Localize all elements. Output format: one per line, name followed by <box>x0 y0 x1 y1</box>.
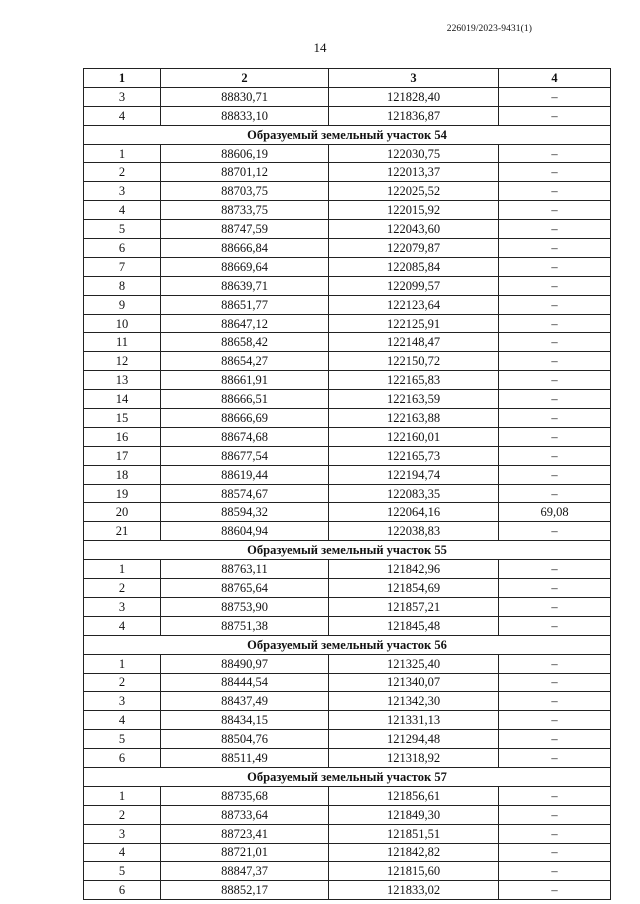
column-header: 2 <box>161 69 329 88</box>
error-cell: – <box>499 87 611 106</box>
y-coordinate-cell: 121318,92 <box>329 749 499 768</box>
table-row <box>84 692 611 711</box>
y-coordinate-cell: 122163,88 <box>329 409 499 428</box>
point-number-cell: 11 <box>84 333 161 352</box>
y-coordinate-cell: 121842,96 <box>329 560 499 579</box>
x-coordinate-cell: 88751,38 <box>161 616 329 635</box>
table-row <box>84 314 611 333</box>
section-title: Образуемый земельный участок 56 <box>84 635 611 654</box>
table-row <box>84 239 611 258</box>
point-number-cell: 2 <box>84 579 161 598</box>
page-number: 14 <box>313 40 327 55</box>
section-title: Образуемый земельный участок 54 <box>84 125 611 144</box>
table-row <box>84 503 611 522</box>
table-row <box>84 371 611 390</box>
x-coordinate-cell: 88666,69 <box>161 409 329 428</box>
point-number-cell: 12 <box>84 352 161 371</box>
y-coordinate-cell: 122165,73 <box>329 446 499 465</box>
point-number-cell: 7 <box>84 257 161 276</box>
x-coordinate-cell: 88733,64 <box>161 805 329 824</box>
error-cell: – <box>499 276 611 295</box>
point-number-cell: 9 <box>84 295 161 314</box>
y-coordinate-cell: 121833,02 <box>329 881 499 900</box>
section-title-row <box>84 541 611 560</box>
x-coordinate-cell: 88594,32 <box>161 503 329 522</box>
point-number-cell: 1 <box>84 654 161 673</box>
table-row <box>84 749 611 768</box>
point-number-cell: 4 <box>84 616 161 635</box>
table-header-row <box>84 69 611 88</box>
point-number-cell: 1 <box>84 144 161 163</box>
point-number-cell: 3 <box>84 692 161 711</box>
y-coordinate-cell: 121340,07 <box>329 673 499 692</box>
x-coordinate-cell: 88490,97 <box>161 654 329 673</box>
table-row <box>84 144 611 163</box>
x-coordinate-cell: 88606,19 <box>161 144 329 163</box>
y-coordinate-cell: 121849,30 <box>329 805 499 824</box>
point-number-cell: 3 <box>84 597 161 616</box>
table-row <box>84 427 611 446</box>
x-coordinate-cell: 88735,68 <box>161 786 329 805</box>
x-coordinate-cell: 88733,75 <box>161 201 329 220</box>
table-row <box>84 597 611 616</box>
table-row <box>84 786 611 805</box>
x-coordinate-cell: 88830,71 <box>161 87 329 106</box>
x-coordinate-cell: 88437,49 <box>161 692 329 711</box>
error-cell: – <box>499 881 611 900</box>
table-row <box>84 276 611 295</box>
coordinates-table-body <box>84 69 611 900</box>
point-number-cell: 5 <box>84 730 161 749</box>
y-coordinate-cell: 121815,60 <box>329 862 499 881</box>
table-row <box>84 295 611 314</box>
point-number-cell: 2 <box>84 163 161 182</box>
error-cell: – <box>499 862 611 881</box>
x-coordinate-cell: 88852,17 <box>161 881 329 900</box>
error-cell: – <box>499 484 611 503</box>
x-coordinate-cell: 88666,84 <box>161 239 329 258</box>
y-coordinate-cell: 122079,87 <box>329 239 499 258</box>
error-cell: – <box>499 824 611 843</box>
error-cell: – <box>499 673 611 692</box>
error-cell: – <box>499 314 611 333</box>
point-number-cell: 4 <box>84 106 161 125</box>
table-row <box>84 182 611 201</box>
table-row <box>84 220 611 239</box>
point-number-cell: 14 <box>84 390 161 409</box>
error-cell: – <box>499 390 611 409</box>
x-coordinate-cell: 88703,75 <box>161 182 329 201</box>
table-row <box>84 163 611 182</box>
error-cell: – <box>499 201 611 220</box>
y-coordinate-cell: 121854,69 <box>329 579 499 598</box>
point-number-cell: 18 <box>84 465 161 484</box>
x-coordinate-cell: 88721,01 <box>161 843 329 862</box>
y-coordinate-cell: 122025,52 <box>329 182 499 201</box>
point-number-cell: 5 <box>84 220 161 239</box>
table-row <box>84 881 611 900</box>
y-coordinate-cell: 122099,57 <box>329 276 499 295</box>
table-row <box>84 257 611 276</box>
table-row <box>84 390 611 409</box>
point-number-cell: 3 <box>84 824 161 843</box>
point-number-cell: 15 <box>84 409 161 428</box>
error-cell: 69,08 <box>499 503 611 522</box>
table-row <box>84 654 611 673</box>
point-number-cell: 13 <box>84 371 161 390</box>
x-coordinate-cell: 88434,15 <box>161 711 329 730</box>
table-row <box>84 446 611 465</box>
point-number-cell: 6 <box>84 881 161 900</box>
table-row <box>84 522 611 541</box>
point-number-cell: 6 <box>84 239 161 258</box>
error-cell: – <box>499 749 611 768</box>
y-coordinate-cell: 121857,21 <box>329 597 499 616</box>
section-title: Образуемый земельный участок 57 <box>84 767 611 786</box>
error-cell: – <box>499 616 611 635</box>
y-coordinate-cell: 122148,47 <box>329 333 499 352</box>
y-coordinate-cell: 121294,48 <box>329 730 499 749</box>
x-coordinate-cell: 88574,67 <box>161 484 329 503</box>
point-number-cell: 5 <box>84 862 161 881</box>
error-cell: – <box>499 579 611 598</box>
y-coordinate-cell: 122125,91 <box>329 314 499 333</box>
x-coordinate-cell: 88763,11 <box>161 560 329 579</box>
point-number-cell: 3 <box>84 87 161 106</box>
y-coordinate-cell: 121836,87 <box>329 106 499 125</box>
error-cell: – <box>499 144 611 163</box>
y-coordinate-cell: 122194,74 <box>329 465 499 484</box>
column-header: 1 <box>84 69 161 88</box>
error-cell: – <box>499 220 611 239</box>
x-coordinate-cell: 88619,44 <box>161 465 329 484</box>
error-cell: – <box>499 805 611 824</box>
x-coordinate-cell: 88647,12 <box>161 314 329 333</box>
y-coordinate-cell: 121331,13 <box>329 711 499 730</box>
table-row <box>84 616 611 635</box>
section-title-row <box>84 635 611 654</box>
table-row <box>84 87 611 106</box>
error-cell: – <box>499 427 611 446</box>
y-coordinate-cell: 122015,92 <box>329 201 499 220</box>
error-cell: – <box>499 106 611 125</box>
x-coordinate-cell: 88658,42 <box>161 333 329 352</box>
error-cell: – <box>499 465 611 484</box>
section-title-row <box>84 125 611 144</box>
x-coordinate-cell: 88669,64 <box>161 257 329 276</box>
x-coordinate-cell: 88661,91 <box>161 371 329 390</box>
error-cell: – <box>499 409 611 428</box>
error-cell: – <box>499 843 611 862</box>
y-coordinate-cell: 122160,01 <box>329 427 499 446</box>
point-number-cell: 4 <box>84 711 161 730</box>
error-cell: – <box>499 163 611 182</box>
error-cell: – <box>499 522 611 541</box>
table-row <box>84 730 611 749</box>
y-coordinate-cell: 122038,83 <box>329 522 499 541</box>
x-coordinate-cell: 88753,90 <box>161 597 329 616</box>
document-id: 226019/2023-9431(1) <box>446 24 532 34</box>
error-cell: – <box>499 597 611 616</box>
point-number-cell: 10 <box>84 314 161 333</box>
section-title-row <box>84 767 611 786</box>
y-coordinate-cell: 121851,51 <box>329 824 499 843</box>
point-number-cell: 2 <box>84 805 161 824</box>
x-coordinate-cell: 88654,27 <box>161 352 329 371</box>
section-title: Образуемый земельный участок 55 <box>84 541 611 560</box>
y-coordinate-cell: 121828,40 <box>329 87 499 106</box>
point-number-cell: 1 <box>84 560 161 579</box>
table-row <box>84 465 611 484</box>
error-cell: – <box>499 786 611 805</box>
error-cell: – <box>499 239 611 258</box>
coordinates-table <box>83 68 611 900</box>
x-coordinate-cell: 88639,71 <box>161 276 329 295</box>
x-coordinate-cell: 88765,64 <box>161 579 329 598</box>
table-row <box>84 673 611 692</box>
y-coordinate-cell: 121856,61 <box>329 786 499 805</box>
y-coordinate-cell: 121842,82 <box>329 843 499 862</box>
y-coordinate-cell: 122030,75 <box>329 144 499 163</box>
point-number-cell: 2 <box>84 673 161 692</box>
table-row <box>84 409 611 428</box>
error-cell: – <box>499 446 611 465</box>
x-coordinate-cell: 88674,68 <box>161 427 329 446</box>
x-coordinate-cell: 88604,94 <box>161 522 329 541</box>
y-coordinate-cell: 122083,35 <box>329 484 499 503</box>
column-header: 4 <box>499 69 611 88</box>
x-coordinate-cell: 88651,77 <box>161 295 329 314</box>
y-coordinate-cell: 121325,40 <box>329 654 499 673</box>
y-coordinate-cell: 122123,64 <box>329 295 499 314</box>
error-cell: – <box>499 371 611 390</box>
table-row <box>84 862 611 881</box>
error-cell: – <box>499 295 611 314</box>
error-cell: – <box>499 730 611 749</box>
table-row <box>84 560 611 579</box>
point-number-cell: 3 <box>84 182 161 201</box>
point-number-cell: 4 <box>84 843 161 862</box>
table-row <box>84 201 611 220</box>
point-number-cell: 16 <box>84 427 161 446</box>
point-number-cell: 1 <box>84 786 161 805</box>
x-coordinate-cell: 88747,59 <box>161 220 329 239</box>
table-row <box>84 843 611 862</box>
point-number-cell: 21 <box>84 522 161 541</box>
table-row <box>84 106 611 125</box>
point-number-cell: 8 <box>84 276 161 295</box>
y-coordinate-cell: 122163,59 <box>329 390 499 409</box>
error-cell: – <box>499 711 611 730</box>
error-cell: – <box>499 333 611 352</box>
x-coordinate-cell: 88723,41 <box>161 824 329 843</box>
point-number-cell: 6 <box>84 749 161 768</box>
error-cell: – <box>499 692 611 711</box>
x-coordinate-cell: 88833,10 <box>161 106 329 125</box>
table-row <box>84 805 611 824</box>
point-number-cell: 20 <box>84 503 161 522</box>
x-coordinate-cell: 88444,54 <box>161 673 329 692</box>
x-coordinate-cell: 88701,12 <box>161 163 329 182</box>
table-row <box>84 484 611 503</box>
y-coordinate-cell: 121342,30 <box>329 692 499 711</box>
table-row <box>84 711 611 730</box>
x-coordinate-cell: 88504,76 <box>161 730 329 749</box>
error-cell: – <box>499 182 611 201</box>
y-coordinate-cell: 122064,16 <box>329 503 499 522</box>
y-coordinate-cell: 122150,72 <box>329 352 499 371</box>
point-number-cell: 19 <box>84 484 161 503</box>
y-coordinate-cell: 122165,83 <box>329 371 499 390</box>
error-cell: – <box>499 560 611 579</box>
table-row <box>84 579 611 598</box>
y-coordinate-cell: 122085,84 <box>329 257 499 276</box>
y-coordinate-cell: 121845,48 <box>329 616 499 635</box>
error-cell: – <box>499 257 611 276</box>
x-coordinate-cell: 88511,49 <box>161 749 329 768</box>
y-coordinate-cell: 122013,37 <box>329 163 499 182</box>
table-row <box>84 333 611 352</box>
error-cell: – <box>499 654 611 673</box>
x-coordinate-cell: 88847,37 <box>161 862 329 881</box>
table-row <box>84 824 611 843</box>
x-coordinate-cell: 88666,51 <box>161 390 329 409</box>
error-cell: – <box>499 352 611 371</box>
table-row <box>84 352 611 371</box>
column-header: 3 <box>329 69 499 88</box>
point-number-cell: 4 <box>84 201 161 220</box>
point-number-cell: 17 <box>84 446 161 465</box>
x-coordinate-cell: 88677,54 <box>161 446 329 465</box>
y-coordinate-cell: 122043,60 <box>329 220 499 239</box>
